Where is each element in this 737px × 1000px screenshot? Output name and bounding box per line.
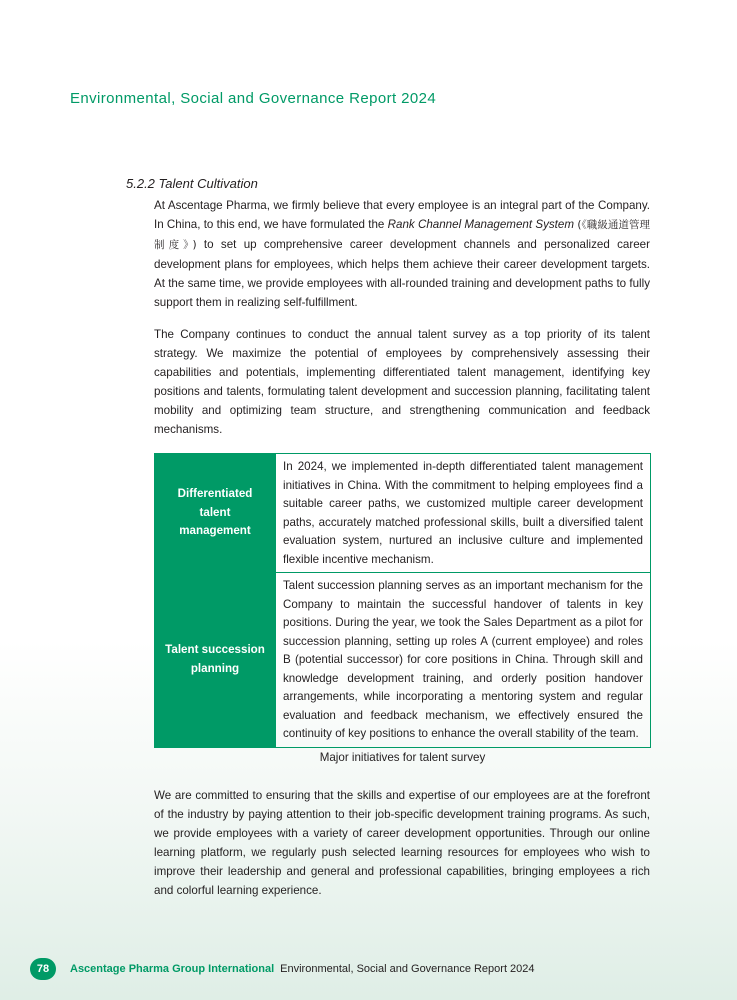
policy-name-chinese: (《職級通道管理制度》) (154, 219, 650, 251)
footer-report-title: Environmental, Social and Governance Report 2024 (280, 963, 535, 975)
section-number: 5.2.2 (126, 176, 155, 191)
row-label: Talent succession planning (155, 573, 276, 748)
policy-name: Rank Channel Management System (387, 218, 574, 231)
report-header-title: Environmental, Social and Governance Report 2024 (70, 90, 437, 107)
intro-text-start: At Ascentage Pharma, we firmly believe that every employee is an integral part of the Company. In China, to this end, we have formulated the (154, 199, 650, 231)
talent-survey-paragraph: The Company continues to conduct the annual talent survey as a top priority of its talent strategy. We maximize the potential of employees by comprehensively assessing their capabilities and potentials, implementing differentiated talent management, identifying key positions and talents, formulating talent development and succession planning, facilitating talent mobility and optimizing team structure, and strengthening communication and feedback mechanisms. (154, 328, 650, 436)
table-row (155, 573, 651, 748)
section-title: Talent Cultivation (158, 176, 258, 191)
table-caption: Major initiatives for talent survey (319, 751, 486, 764)
development-paragraph: We are committed to ensuring that the skills and expertise of our employees are at the forefront of the industry by paying attention to their job-specific development training programs. As such, we provide employees with a variety of career development opportunities. Through our online learning platform, we regularly push selected learning resources for employees who wish to improve their leadership and general and professional capabilities, bringing employees a rich and colorful learning experience. (154, 789, 650, 897)
row-description: In 2024, we implemented in-depth differentiated talent management initiatives in China. With the commitment to helping employees find a suitable career paths, we customized multiple career development paths, accurately matched professional skills, built a diversified talent evaluation system, nurtured an inclusive culture and implemented flexible incentive mechanism. (276, 454, 651, 573)
intro-paragraph (154, 196, 650, 312)
page-number-badge: 78 (30, 958, 56, 980)
row-description: Talent succession planning serves as an important mechanism for the Company to maintain the successful handover of talents in key positions. During the year, we took the Sales Department as a pilot for succession planning, setting up roles A (current employee) and roles B (potential successor) for core positions in China. Through skill and knowledge development training, and orderly position handover arrangements, while incorporating a mentoring system and regular evaluation and feedback mechanism, we effectively ensured the continuity of key positions to enhance the overall stability of the team. (276, 573, 651, 748)
footer-company-name: Ascentage Pharma Group International (70, 963, 275, 975)
page-footer (30, 958, 535, 980)
initiatives-table (154, 453, 651, 748)
table-row (155, 454, 651, 573)
section-heading (126, 176, 258, 191)
row-label: Differentiated talent management (155, 454, 276, 573)
intro-text-end: to set up comprehensive career development channels and personalized career development plans for employees, which helps them achieve their career development targets. At the same time, we provide employees with all-rounded training and development paths to fully support them in realizing self-fulfillment. (154, 238, 650, 309)
